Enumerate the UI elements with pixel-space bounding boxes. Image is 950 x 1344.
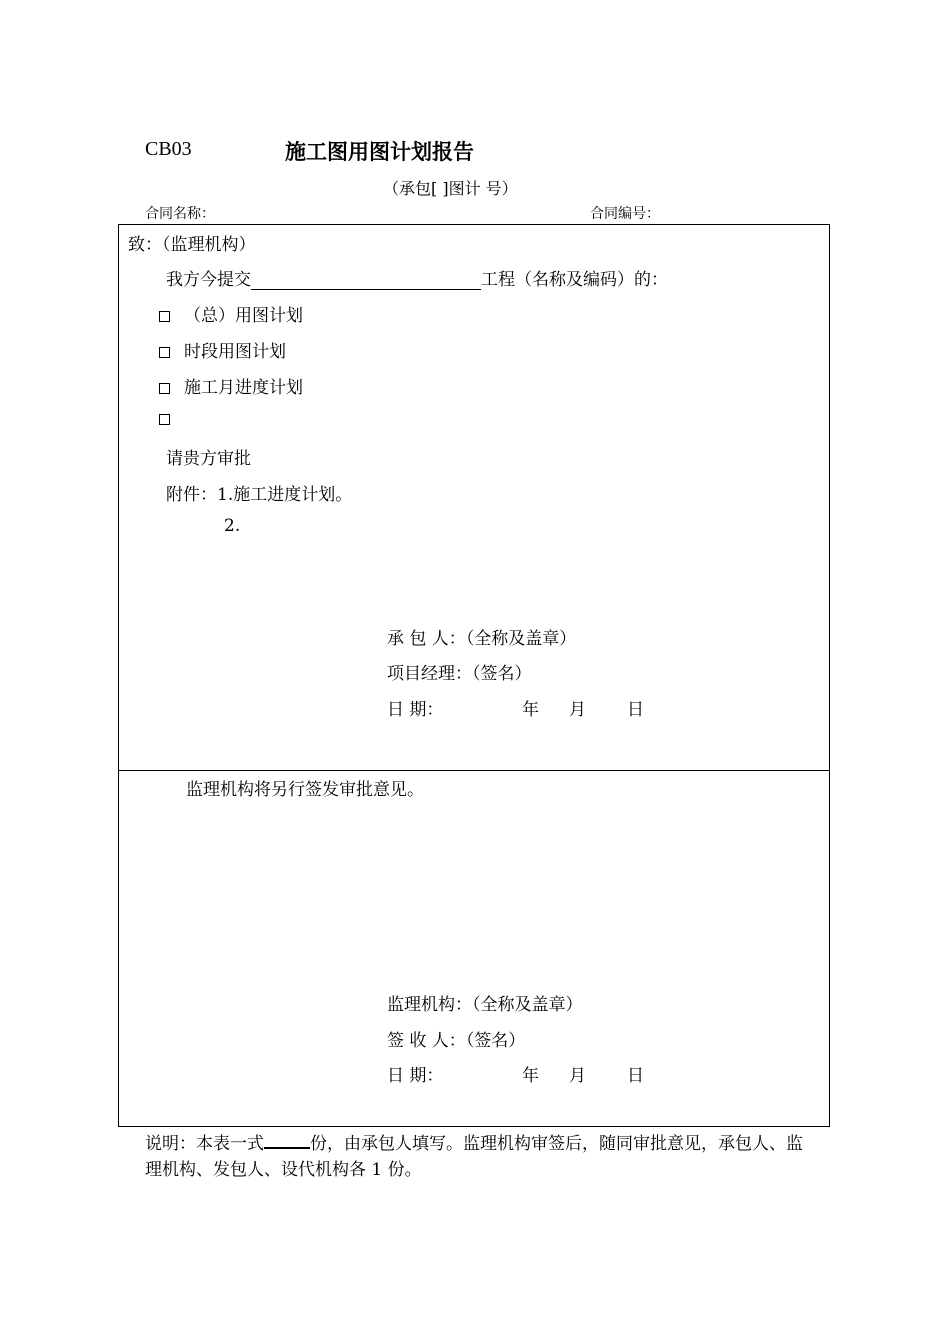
contract-number-label: 合同编号： [590,206,660,222]
attachment-1: 1.施工进度计划。 [217,485,353,505]
manager-value: （签名） [472,664,532,684]
manager-label: 项目经理： [387,664,472,684]
receiver-label: 签 收 人： [387,1031,466,1051]
footer-note [145,1131,815,1183]
option-period-plan[interactable]: 时段用图计划 [159,337,286,362]
option-monthly-plan[interactable]: 施工月进度计划 [159,373,303,398]
supervisor-label: 监理机构： [387,995,472,1015]
supervisor-row [387,990,583,1015]
attachment-label: 附件： [166,485,217,505]
addressee-line: 致：（监理机构） [128,235,256,255]
contract-name-label: 合同名称： [145,206,215,222]
form-frame [118,224,830,1127]
submit-line [166,265,668,290]
note-prefix: 说明：本表一式 [145,1134,264,1154]
date-label-1: 日 期： [387,700,444,720]
contractor-label: 承 包 人： [387,629,466,649]
manager-row [387,659,532,684]
copies-blank[interactable] [264,1131,310,1149]
attachment-line-1 [166,480,352,505]
date-label-2: 日 期： [387,1066,444,1086]
approval-request: 请贵方审批 [166,449,251,469]
checkbox-icon[interactable] [159,414,170,425]
option-other[interactable] [159,409,184,429]
note-suffix: 份，由承包人填写。监理机构审签后，随同审批意见，承包人、监理机构、发包人、设代机构各 1 份。 [145,1134,803,1180]
project-name-blank[interactable] [251,271,481,290]
form-code: CB03 [145,138,192,160]
receiver-value: （签名） [465,1031,526,1051]
date-year-1: 年 [522,700,539,720]
date-month-2: 月 [569,1066,586,1086]
date-month-1: 月 [569,700,586,720]
contractor-row [387,624,576,649]
report-number-line: （承包[ ]图计 号） [383,179,518,198]
supervisor-opinion: 监理机构将另行签发审批意见。 [186,780,424,800]
option-total-plan[interactable]: （总）用图计划 [159,301,303,326]
attachment-2: 2. [224,516,241,536]
date-day-2: 日 [627,1066,644,1086]
date-year-2: 年 [522,1066,539,1086]
supervisor-value: （全称及盖章） [472,995,583,1015]
receiver-row [387,1026,525,1051]
page-title: 施工图用图计划报告 [285,139,474,164]
date-day-1: 日 [627,700,644,720]
submit-prefix: 我方今提交 [166,270,251,290]
submit-suffix: 工程（名称及编码）的： [481,270,668,290]
section-divider [119,770,829,771]
checkbox-icon[interactable] [159,311,170,322]
checkbox-icon[interactable] [159,383,170,394]
contractor-value: （全称及盖章） [465,629,577,649]
checkbox-icon[interactable] [159,347,170,358]
